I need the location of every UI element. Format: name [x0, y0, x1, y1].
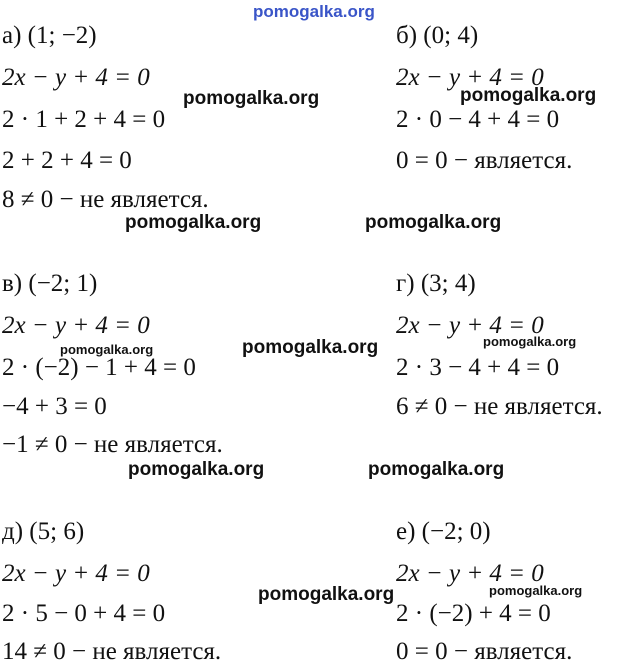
problem-g-line-1: 2x − y + 4 = 0 — [396, 312, 544, 339]
problem-v-line-4: −1 ≠ 0 − не является. — [2, 431, 223, 458]
problem-d-line-2: 2 · 5 − 0 + 4 = 0 — [2, 600, 166, 627]
problem-b-line-3: 0 = 0 − является. — [396, 147, 573, 174]
problem-d-header: д) (5; 6) — [2, 518, 85, 545]
problem-b-header: б) (0; 4) — [396, 22, 479, 49]
watermark: pomogalka.org — [460, 85, 597, 106]
problem-v-line-2: 2 · (−2) − 1 + 4 = 0 — [2, 354, 196, 381]
problem-g-line-3: 6 ≠ 0 − не является. — [396, 393, 603, 420]
problem-v-line-3: −4 + 3 = 0 — [2, 393, 107, 420]
problem-b-line-1: 2x − y + 4 = 0 — [396, 64, 544, 91]
problem-e-line-2: 2 · (−2) + 4 = 0 — [396, 600, 551, 627]
problem-e-line-3: 0 = 0 − является. — [396, 638, 573, 665]
watermark: pomogalka.org — [242, 337, 379, 358]
problem-a-line-3: 2 + 2 + 4 = 0 — [2, 147, 132, 174]
watermark: pomogalka.org — [60, 342, 154, 357]
problem-a-line-1: 2x − y + 4 = 0 — [2, 64, 150, 91]
problem-g-line-2: 2 · 3 − 4 + 4 = 0 — [396, 354, 560, 381]
watermark: pomogalka.org — [125, 212, 262, 233]
problem-d-line-1: 2x − y + 4 = 0 — [2, 560, 150, 587]
watermark: pomogalka.org — [258, 584, 395, 605]
watermark: pomogalka.org — [183, 88, 320, 109]
watermark: pomogalka.org — [489, 583, 583, 598]
problem-v-line-1: 2x − y + 4 = 0 — [2, 312, 150, 339]
problem-e-header: е) (−2; 0) — [396, 518, 491, 545]
watermark: pomogalka.org — [128, 459, 265, 480]
problem-v-header: в) (−2; 1) — [2, 270, 98, 297]
problem-a-line-2: 2 · 1 + 2 + 4 = 0 — [2, 106, 166, 133]
watermark: pomogalka.org — [483, 334, 577, 349]
problem-e-line-1: 2x − y + 4 = 0 — [396, 560, 544, 587]
problem-b-line-2: 2 · 0 − 4 + 4 = 0 — [396, 106, 560, 133]
watermark: pomogalka.org — [368, 459, 505, 480]
watermark-top: pomogalka.org — [253, 2, 375, 21]
problem-a-header: а) (1; −2) — [2, 22, 97, 49]
problem-a-line-4: 8 ≠ 0 − не является. — [2, 186, 209, 213]
problem-d-line-3: 14 ≠ 0 − не является. — [2, 638, 222, 665]
watermark: pomogalka.org — [365, 212, 502, 233]
problem-g-header: г) (3; 4) — [396, 270, 476, 297]
